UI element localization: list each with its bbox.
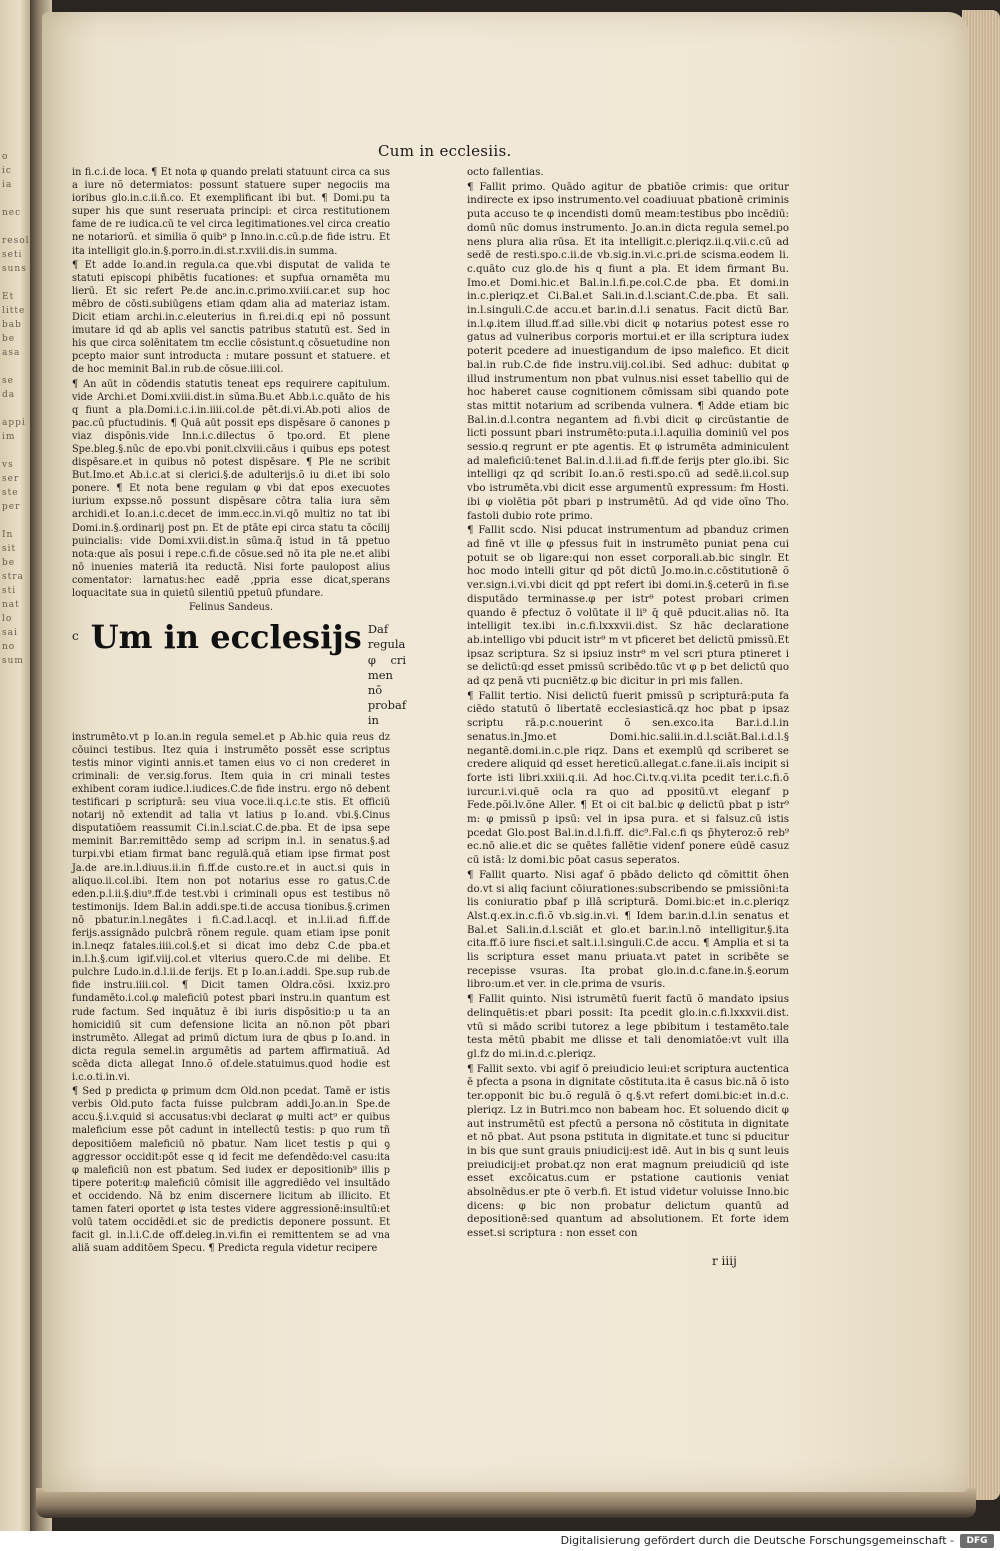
text-paragraph: ¶ An aūt in cōdendis statutis teneat eps requirere capitulum. vide Archi.et Domi.xviii.dist.in sūma.Bu.et Abb.i.c.quāto de his q fiunt a pla.Domi.i.c.i.in.iiii.col.de pēt.di.vi.Ab.poti alios de pac.cū pfuctudinis. ¶ Quā aūt possit eps dispēsare õ canones p viaz dispōnis.vide Inn.i.c.dilectus õ tpo.ord. Et plene Spe.bleg.§.nūc de epo.vbi ponit.clxviii.cāus i quibus eps potest dispēsare.et in quibus nō potest dispēsare. ¶ Ple ne scribit But.Imo.et Ab.i.c.at si clerici.§.de adulterijs.õ iu di.et ibi solo ponere. ¶ Et nota bene regulam φ vbi dat epos execuotes iurium expsse.nō possunt dispēsare cōtra talia iura sēm archidi.et Io.an.i.c.decet de imm.ecc.in.vi.qō multiz no tat ibi Domi.in.§.ordinarij post pn. Et de ptāte epi circa statu ta cōcilij puincialis: vide Domi.xvii.dist.in sūma.q̄ istud in tā ppetuo nota:que aīs posui i repe.c.fi.de cōsue.sed nō ita ple ne.et alibi nō inuenies materiā ita reductā. Nisi forte paulopost alius comentator: larnatus:hec eadē ,ppria esse dicat,sperans loquacitate sua in quietū silentiū ppetuū pfundare. xyxy=(72,378,390,599)
text-paragraph: ¶ Fallit primo. Quādo agitur de pbatiōe crimis: que oritur indirecte ex ipso instrumento.vel coadiuuat pbationē criminis puta accuso te φ incendisti domū meam:testibus pbo incēdiū: domū nūc domus instrumento. Jo.an.in dicta regula semel.po nens plura alia rūsa. Et ita intelligit.c.pleriqz.ii.q.vii.c.cū ad sedē de resti.spo.c.ii.de vb.sig.in.vi.c.pri.de scisma.eodem li. c.quāto cuz glo.de his q fiunt a pla. Et idem firmant Bu. Imo.et Domi.hic.et Bal.in.l.fi.pe.col.C.de pba. Et domi.in in.c.pleriqz.et Ci.Bal.et Sali.in.d.l.sciant.C.de.pba. Et sali. in.l.singuli.C.de accu.et bar.in.d.l.i senatus. Facit dictū Bar. in.l.φ.item illud.ff.ad sille.vbi dicit φ notarius potest esse ro gatus ad vulneribus corporis mortui.et er illa scriptura iudex poterit pcedere ad inuestigandum de ipso malefico. Et dicit bal.in rub.C.de fide instru.viij.col.ibi. Sed adhuc: dubitat φ illud instrumentum non pbat vulnus.nisi esset tabellio qui de hoc haberet cause cognitionem cōmissam sibi quando pote stas mittit notarium ad scribenda vulnera. ¶ Adde etiam bic Bal.in.d.l.contra negantem ad fi.vbi dicit φ circūstantie de licti possunt pbari instrumēto:puta.i.l.aquilia dominiū vel pos sessio.q regrunt er pte agentis. Et φ istrumēta adminiculent ad maleficiū:tenet Bal.in.d.l.ii.ad fi.ff.de ferijs pter glo.ibi. Sic intelligi qz qd scribit Io.an.õ resti.spo.cū ad sedē.ii.col.sup vbo istrumēta.vbi dicit esse argumentū expressum: fm Hosti. ibi φ violētia pōt pbari p instrumētū. Ad qd vide oīno Tho. fastoli dubio rote primo. xyxy=(467,180,789,522)
rubric-heading xyxy=(72,618,407,728)
left-text-column xyxy=(72,166,407,1256)
text-paragraph: ¶ Fallit scdo. Nisi pducat instrumentum ad pbanduz crimen ad finē vt ille φ pfessus fuit in instrumēto puniat pena cui potuit se ob ligare:qui non esset corporali.ab.bic singlr. Et hoc modo intelli gitur qd pōt dictū Jo.mo.in.c.cōstitutionē õ ver.sign.i.vi.vbi dicit qd ppt refert ibi domi.in.§.ceterū in fi.se disputādo terminasse.φ per istr⁹ potest probari crimen quando ē pfectuz õ volūtate il li⁹ q̄ quē pducit.alias nō. Ita intelligit tex.ibi in.c.fi.lxxxvii.dist. Sz hāc declaratione ab.intelligo vbi pducit istr⁹ m vt pficeret bet delictū pmissū.Et ipsaz scriptura. Sz si ipsiuz instr⁹ m vel scri ptura ptineret i se delictū:qd esset pmissū scribēdo.tūc vt φ p bet delictū quo ad qz penā vti pucniētz.φ bic dicitur in pri mis fallen. xyxy=(467,524,789,688)
text-paragraph: octo fallentias. xyxy=(467,166,544,178)
author-signature: Felinus Sandeus. xyxy=(188,602,274,614)
text-paragraph: ¶ Fallit sexto. vbi agif õ preiudicio leui:et scriptura auctentica ē pfecta a psona in dignitate cōstituta.ita ē casus bic.nā õ isto ter.opponit bic bu.õ regulā õ q.§.vt refert domi.bic:et in.d.c. pleriqz. Lz in Butri.mco non babeam hoc. Et soluendo dicit φ aut instrumētū est pfectū a persona nō cōstituta in dignitate et nō pbat. Aut psona pstituta in dignitate.et tunc si pducitur in bis que sunt grauis pniudicij:est idē. Aut in bis q sunt leuis preiudicij:et probat.qz non erat magnum preiudiciū qd iste esset excōicatus.cum er pstatione cautionis veniat absolnēdus.er pte õ verb.fi. Et istud videtur voluisse Inno.bic dicens: φ bic non probatur delictum quantū ad depositionē:sed quantum ad absolutionem. Et forte idem esset.si scriptura : non esset con xyxy=(467,1062,789,1240)
decorated-initial-heading: Um in ecclesijs xyxy=(90,618,362,657)
text-paragraph: ¶ Fallit quarto. Nisi agaf õ pbādo delicto qd cōmittit õhen do.vt si aliq faciunt cōiurationes:subscribendo se pmissiōni:ta lis coniuratio pbaf p illā scripturā. Domi.bic:et in.c.pleriqz Alst.q.ex.in.c.fi.õ vb.sig.in.vi. ¶ Idem bar.in.d.l.in senatus et Bal.et Sali.in.d.l.sciāt et glo.et bar.in.l.nō intelligitur.§.ita cita.ff.õ iure fisci.et salt.i.l.singuli.C.de accu. ¶ Amplia et si ta lis scriptura esset manu priuata.vt patet in scribēte se recepisse vsuras. Ita probat glo.in.d.c.fane.in.§.eorum libro:um.et ver. in cle.prima de vsuris. xyxy=(467,868,789,991)
running-head: Cum in ecclesiis. xyxy=(378,142,512,160)
previous-page-text-fragment: o ic ia nec resol seti suns Et litte bab be asa se da appi im vs ser ste per In sit be stra sti nat lo sai no sum xyxy=(2,152,30,666)
dfg-logo: DFG xyxy=(960,1534,994,1548)
text-paragraph: ¶ Fallit tertio. Nisi delictū fuerit pmissū p scripturā:puta fa ciēdo statutū õ libertatē ecclesiasticā.qz hoc pbat p ipsaz scriptu rā.p.c.nouerint õ sen.exco.ita Bar.i.d.l.in senatus.in.Jmo.et Domi.hic.salii.in.d.l.sciāt.Bal.i.d.l.§ negantē.domi.in.c.ple riqz. Dans et exemplū qd scriberet se credere aliquid qd esset hereticū.allegat.c.fane.ii.aīs incipit si forte isti libri.xxiii.q.ii. Ad hoc.Ci.tv.q.vi.ita pcedit ter.i.c.fi.õ iurcur.i.vi.quē ocla ra quo ad ppositū.vt eleganf p Fede.põi.lv.õne Aller. ¶ Et oi cit bal.bic φ delictū pbat p istr⁹ m: φ pmissū p ipsū: vel in ipsa pura. et si falsuz.cū istis pcedat Glo.post Bal.in.d.l.fi.ff. dic⁹.Fal.c.fi qs p̄hyteroz:õ reb⁹ ec.nō alie.et dic se quētes fallētie videnf ponere eūdē casuz cū istā: lz domi.bic pōat casus seperatos. xyxy=(467,689,789,867)
book-bottom-edge xyxy=(36,1488,976,1518)
marginal-letter: c xyxy=(72,629,79,644)
right-text-column xyxy=(467,166,789,1242)
signature-mark: r iiij xyxy=(712,1254,737,1268)
text-paragraph: ¶ Et adde Io.and.in regula.ca que.vbi disputat de valida te statuti episcopi phibētis fucationes: et supfua ornamēta mu lierū. Et sic refert Pe.de anc.in.c.primo.xviii.car.et sup hoc mēbro de cōsti.subiūgens etiam qdam alia ad materiaz istam. Dicit etiam archi.in.c.eleuterius in fi.rei.di.q epi nō possunt imutare id qd ab aplis vel sanctis patribus statutū est. Sed in his que circa solēnitatem tm ecclie cōsistunt.q cōsuetudine non pcepto maior sunt introducta : mutare possunt et statuere. et de hoc meminit Bal.in rub.de cōsue.iiii.col. xyxy=(72,259,390,376)
text-paragraph: ¶ Fallit quinto. Nisi istrumētū fuerit factū õ mandato ipsius delinquētis:et pbari possit: Ita pcedit glo.in.c.fi.lxxxvii.dist. vtū si mādo scribi tutorez a lege pbibitum i testamēto.tale testa mētū pbabit me dlisse et tali denomiatōe:vt vult illa gl.fz do mi.in.d.c.pleriqz. xyxy=(467,993,789,1060)
heading-continuation: Daf regula φ cri men nō probaf in xyxy=(367,622,407,728)
digitization-footer xyxy=(0,1531,1000,1551)
text-paragraph: in fi.c.i.de loca. ¶ Et nota φ quando prelati statuunt circa ca sus a iure nõ determiatos: possunt statuere super negociis ma ioribus glo.in.c.ii.ñ.co. Et exemplificant ibi but. ¶ Domi.pu ta super his que sunt reseruata principi: et circa restitutionem fame de re iudica.cū te vel circa legitimationes.vel circa creatio ne notariorū. et similia õ quib⁹ p Inno.in.c.cū.p.de fide istru. Et ita intelligit glo.in.§.porro.in.di.st.r.xviii.dis.in summa. xyxy=(72,167,390,257)
text-paragraph: instrumēto.vt p Io.an.in regula semel.et p Ab.hic quia reus dz cōuinci testibus. Itez quia i instrumēto possēt esse scriptus testis minor viginti annis.et tamen eius vo ci non crederet in criminali: de ver.sig.forus. Item quia in cri minali testes exhibent coram iudice.l.iudices.C.de fide instru. ergo nō debent testificari p scripturā: seu viua voce.ii.q.i.c.te stis. Et officiū notarij nō extendit ad talia vt latius p Io.and. vbi.§.Cinus disputatiōem reassumit Ci.in.l.sciat.C.de.pba. Et de ipsa sepe meminit Bar.remittēdo semp ad scripm in.l. in senatus.§.ad turpi.vbi etiam firmat banc regulā.quā etiam ipse firmat post Ja.de are.in.l.diuus.ii.in fi.ff.de custo.re.et in auct.si quis in aliquo.ii.col.ibi. Item non pot notarius esse ro gatus.C.de eden.p.l.ii.§.diu⁹.ff.de test.vbi i criminali opus est testibus nō testimonijs. Idem Bal.in addi.spe.ti.de accusa tionibus.§.crimen nō pbatur.in.l.negātes i fi.C.ad.l.acql. et in.l.ii.ad fi.ff.de ferijs.assignādo pulcbrā rōnem regule. quam etiam ipse ponit in.l.neqz fatales.iiii.col.§.et si dicat imo debz C.de pba.et in.l.h.§.cum igif.viij.col.et vlterius quero.C.de mi delibe. Et pulchre Ludo.in.d.l.ii.de ferijs. Et p Io.an.i.addi. Spe.sup rub.de fide instru.iiii.col. ¶ Dicit tamen Oldra.cōsi. lxxiz.pro fundamēto.i.col.φ maleficiū potest pbari instru.in quantum est rude factum. Sed inquātuz ē ibi iuris dispōsitio:p u ta an homicidiū sit cum defensione licita an nō.non pōt pbari instrumēto. Allegat ad primū dictum iura de qbus p Io.and. in dicta regula semel.in argumētis ad partem affirmatiuā. Ad scēda dicta allegat Inno.õ of.dele.statuimus.quod hodie est i.c.o.ti.in.vi. xyxy=(72,731,390,1084)
funding-credit: Digitalisierung gefördert durch die Deutsche Forschungsgemeinschaft - xyxy=(560,1534,954,1547)
text-paragraph: ¶ Sed p predicta φ primum dcm Old.non pcedat. Tamē er istis verbis Old.puto facta fuisse pulcbram addi.Jo.an.in Spe.de accu.§.i.v.quid si accusatus:vbi declarat φ multi act⁹ er quibus maleficium esse pōt cadunt in intellectū testis: p quo rum tñ depositiōem maleficiū nō pbatur. Nam licet testis p qui ꝯ aggressor occidit:pōt esse q id fecit me defendēdo:vel casu:ita φ maleficiū non est pbatum. Sed iudex er depositionib⁹ illis p tipere poterit:φ maleficiū cōmisit ille aggrediēdo vel insultādo et occidendo. Nā bz enim discernere licitum ab illicito. Et tamen fateri oportet φ ista testes videre aggressionē:insultū:et volū tatem occidēdi.et sic de predictis deponere possunt. Et facit gl. in.l.i.C.de off.deleg.in.vi.fin ei remittentem se ad vna aliā suam additōem Specu. ¶ Predicta regula videtur recipere xyxy=(72,1086,390,1255)
